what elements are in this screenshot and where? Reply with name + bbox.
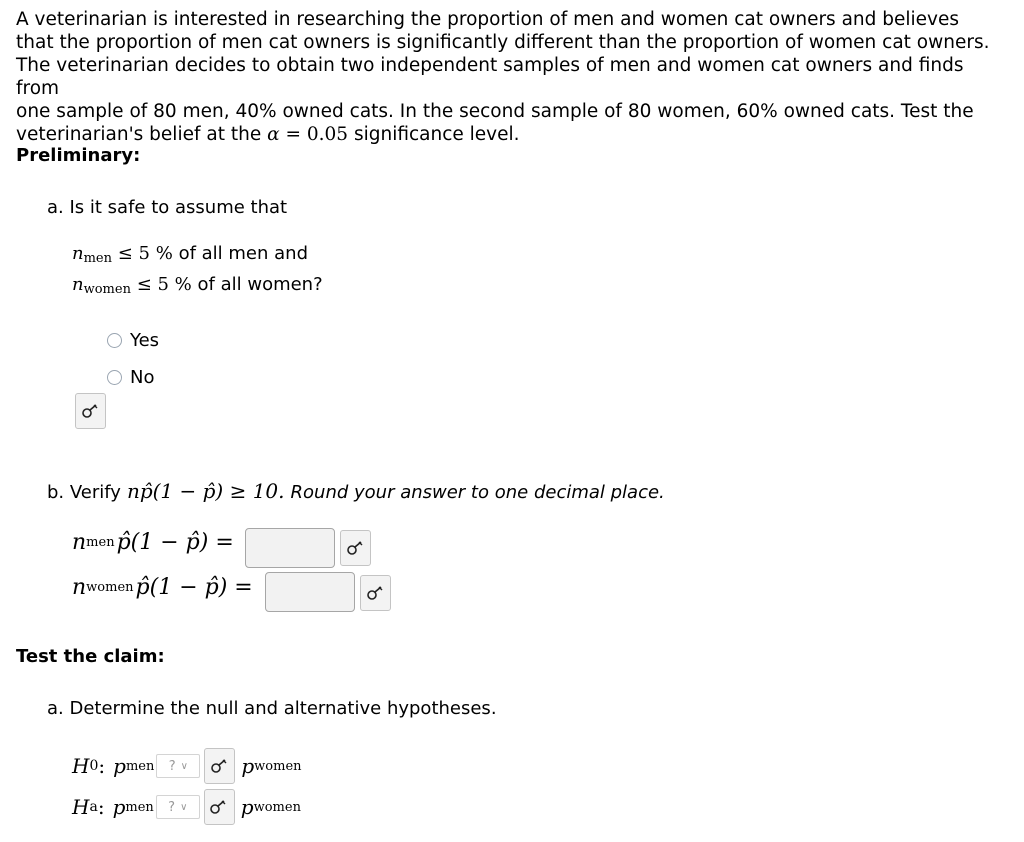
key-button-ha[interactable] (204, 789, 235, 825)
preliminary-heading: Preliminary: (16, 145, 141, 166)
key-icon (81, 403, 101, 419)
hypotheses-question: a. Determine the null and alternative hypotheses. (47, 698, 497, 719)
problem-line-3: The veterinarian decides to obtain two independent samples of men and women cat owners and finds from (16, 55, 964, 99)
verify-formula: np̂(1 − p̂) ≥ 10. (126, 479, 285, 503)
key-button-np-women[interactable] (360, 575, 391, 611)
rounding-instruction: Round your answer to one decimal place. (290, 482, 665, 503)
radio-icon[interactable] (107, 370, 122, 385)
key-button-h0[interactable] (204, 748, 235, 784)
radio-option-no[interactable]: No (107, 367, 154, 388)
key-icon (209, 799, 229, 815)
key-icon (366, 585, 386, 601)
radio-option-yes[interactable]: Yes (107, 330, 159, 351)
key-button-np-men[interactable] (340, 530, 371, 566)
np-women-row: n women p̂(1 − p̂) = (72, 575, 253, 600)
problem-line-2: that the proportion of men cat owners is significantly different than the proportion of women cat owners. (16, 32, 990, 53)
null-hypothesis-row: H 0 : p men ? ∨ p women (72, 748, 302, 784)
part-a-question: a. Is it safe to assume that (47, 197, 288, 218)
problem-line-4: one sample of 80 men, 40% owned cats. In the second sample of 80 women, 60% owned cats. Test the (16, 101, 974, 122)
key-icon (210, 758, 230, 774)
problem-statement (16, 8, 1006, 146)
h0-relation-select[interactable]: ? ∨ (156, 754, 200, 778)
key-button-part-a[interactable] (75, 393, 106, 429)
alternative-hypothesis-row: H a : p men ? ∨ p women (72, 789, 301, 825)
np-women-input[interactable] (265, 572, 355, 612)
radio-icon[interactable] (107, 333, 122, 348)
key-icon (346, 540, 366, 556)
problem-line-5: veterinarian's belief at the α = 0.05 significance level. (16, 124, 520, 145)
chevron-down-icon: ∨ (180, 760, 188, 772)
np-men-row: n men p̂(1 − p̂) = (72, 530, 234, 555)
ha-relation-select[interactable]: ? ∨ (156, 795, 200, 819)
problem-line-1: A veterinarian is interested in researching the proportion of men and women cat owners and believes (16, 9, 960, 30)
np-men-input[interactable] (245, 528, 335, 568)
test-claim-heading: Test the claim: (16, 646, 165, 667)
sample-size-conditions (72, 241, 323, 303)
alpha-value: = 0.05 (285, 124, 349, 145)
condition-men: $n_{men} \le 5$ % of all men and (72, 243, 308, 266)
chevron-down-icon: ∨ (180, 801, 188, 813)
alpha-symbol: α (267, 124, 280, 145)
condition-women: $n_{women} \le 5$ % of all women? (72, 274, 323, 297)
part-b-question: b. Verify np̂(1 − p̂) ≥ 10. Round your answer to one decimal place. (47, 479, 665, 503)
